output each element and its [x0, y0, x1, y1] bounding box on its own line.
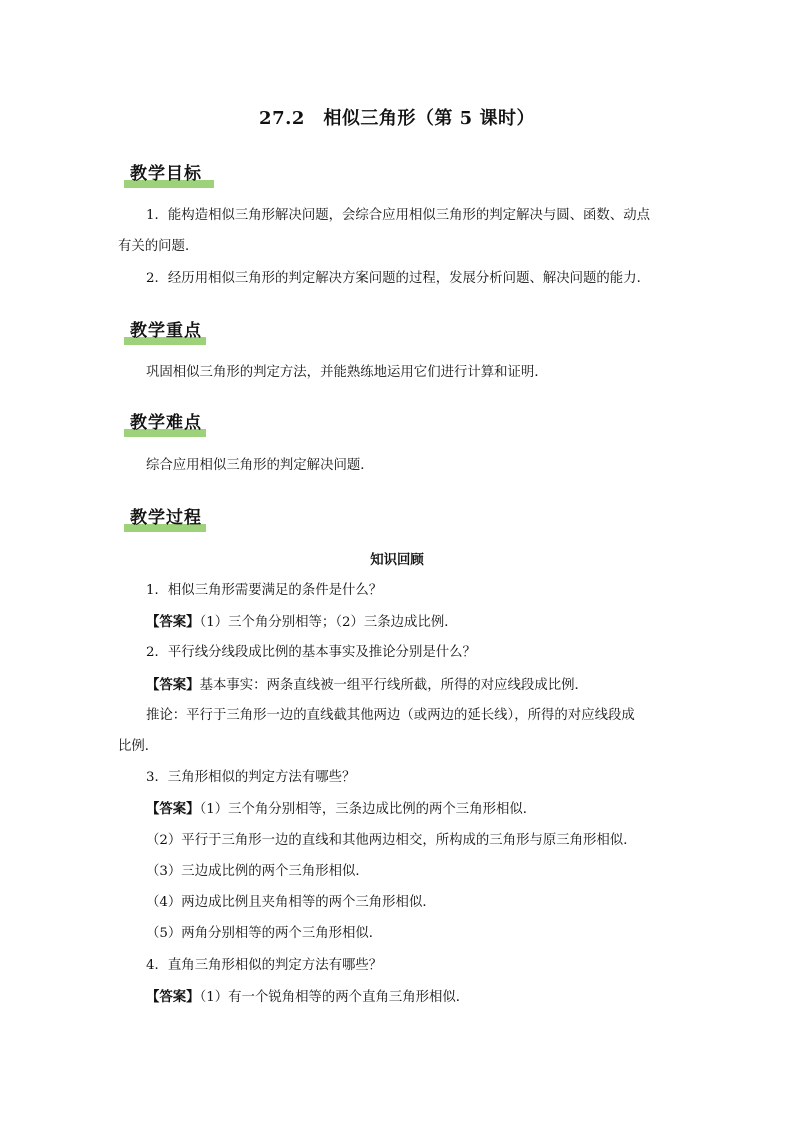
answer-text: （1）三个角分别相等，三条边成比例的两个三角形相似．	[199, 802, 537, 817]
goal-item-1-cont: 有关的问题．	[118, 239, 199, 254]
answer-3-item-1	[146, 800, 678, 819]
section-heading-label: 教学过程	[130, 508, 202, 528]
answer-2-corollary-cont: 比例．	[118, 739, 159, 754]
answer-tag: 【答案】	[146, 989, 200, 1005]
section-heading-process	[128, 507, 202, 535]
section-heading-label: 教学重点	[130, 321, 202, 341]
question-4: 4．直角三角形相似的判定方法有哪些？	[146, 958, 383, 973]
question-1: 1．相似三角形需要满足的条件是什么？	[146, 583, 383, 598]
answer-text: 基本事实：两条直线被一组平行线所截，所得的对应线段成比例．	[199, 678, 588, 693]
goal-item-1: 1．能构造相似三角形解决问题，会综合应用相似三角形的判定解决与圆、函数、动点	[146, 208, 650, 223]
key-points-text: 巩固相似三角形的判定方法，并能熟练地运用它们进行计算和证明．	[146, 365, 548, 380]
answer-text: （1）有一个锐角相等的两个直角三角形相似．	[199, 990, 470, 1005]
section-heading-label: 教学目标	[130, 164, 202, 184]
section-heading-key-points	[128, 320, 202, 348]
section-heading-difficulties	[128, 412, 202, 440]
answer-1	[146, 613, 678, 632]
answer-3-item-3: （3）三边成比例的两个三角形相似．	[146, 864, 369, 879]
question-2: 2．平行线分线段成比例的基本事实及推论分别是什么？	[146, 645, 476, 660]
answer-3-item-4: （4）两边成比例且夹角相等的两个三角形相似．	[146, 895, 436, 910]
answer-tag: 【答案】	[146, 614, 200, 630]
answer-2	[146, 676, 678, 695]
review-heading: 知识回顾	[370, 552, 424, 568]
section-heading-label: 教学难点	[130, 413, 202, 433]
section-heading-goals	[128, 163, 202, 191]
answer-3-item-2: （2）平行于三角形一边的直线和其他两边相交，所构成的三角形与原三角形相似．	[146, 833, 637, 848]
answer-2-corollary: 推论：平行于三角形一边的直线截其他两边（或两边的延长线），所得的对应线段成	[146, 708, 635, 723]
answer-text: （1）三个角分别相等；（2）三条边成比例．	[199, 615, 458, 630]
goal-item-2: 2．经历用相似三角形的判定解决方案问题的过程，发展分析问题、解决问题的能力．	[146, 271, 650, 286]
answer-3-item-5: （5）两角分别相等的两个三角形相似．	[146, 926, 383, 941]
page-title: 27.2 相似三角形（第 5 课时）	[259, 108, 535, 129]
answer-4-item-1	[146, 988, 678, 1007]
answer-tag: 【答案】	[146, 801, 200, 817]
answer-tag: 【答案】	[146, 677, 200, 693]
difficulties-text: 综合应用相似三角形的判定解决问题．	[146, 458, 374, 473]
question-3: 3．三角形相似的判定方法有哪些？	[146, 770, 356, 785]
